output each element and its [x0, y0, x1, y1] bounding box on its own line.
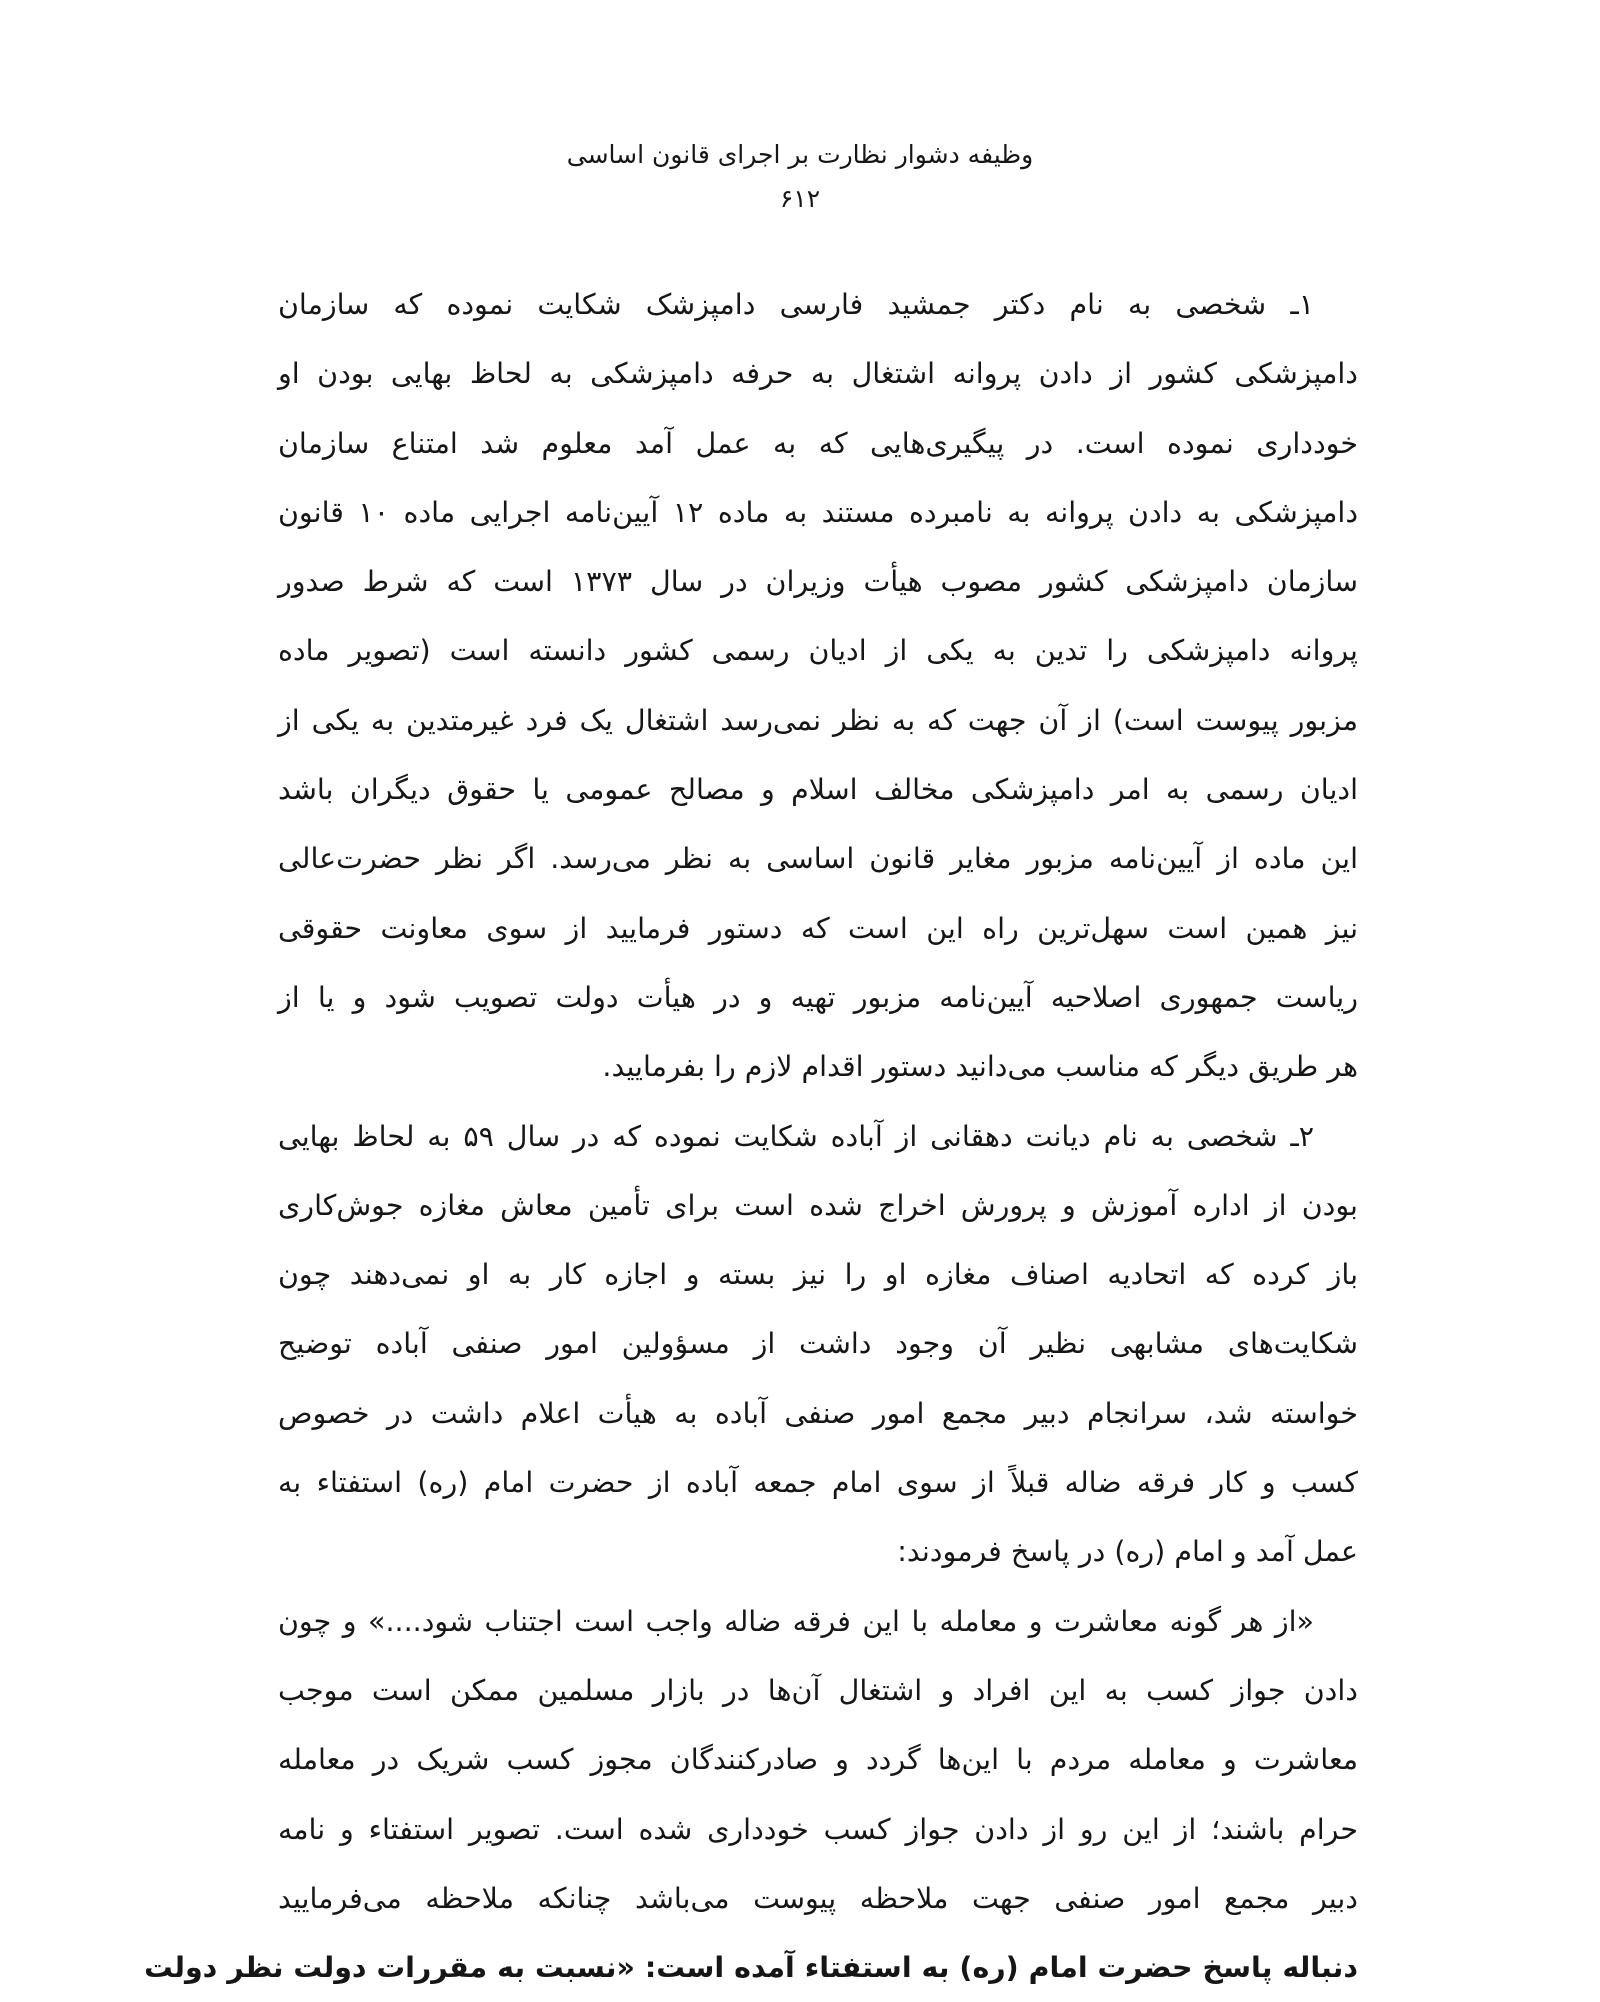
text-line: نیز همین است سهل‌ترین راه این است که دستور فرمایید از سوی معاونت حقوقی — [278, 911, 1358, 945]
text-line: معاشرت و معامله مردم با این‌ها گردد و صادرکنندگان مجوز کسب شریک در معامله — [278, 1743, 1358, 1777]
text-line: شکایت‌های مشابهی نظیر آن وجود داشت از مسؤولین امور صنفی آباده توضیح — [278, 1327, 1358, 1361]
text-line: باز کرده که اتحادیه اصناف مغازه او را نیز بسته و اجازه کار به او نمی‌دهند چون — [278, 1258, 1358, 1292]
text-line: مزبور پیوست است) از آن جهت که به نظر نمی‌رسد اشتغال یک فرد غیرمتدین به یکی از — [278, 703, 1358, 737]
text-line: دامپزشکی کشور از دادن پروانه اشتغال به حرفه دامپزشکی به لحاظ بهایی بودن او — [278, 357, 1358, 391]
text-line: دامپزشکی به دادن پروانه به نامبرده مستند به ماده ۱۲ آیین‌نامه اجرایی ماده ۱۰ قانون — [278, 495, 1359, 529]
paragraph-1 — [278, 270, 1358, 1102]
text-line: پروانه دامپزشکی را تدین به یکی از ادیان رسمی کشور دانسته است (تصویر ماده — [278, 634, 1358, 668]
body-text — [144, 270, 1359, 2002]
page-number: ۶۱۲ — [779, 184, 821, 213]
text-line: سازمان دامپزشکی کشور مصوب هیأت وزیران در سال ۱۳۷۳ است که شرط صدور — [278, 565, 1358, 599]
text-line: ۲ـ شخصی به نام دیانت دهقانی از آباده شکایت نموده که در سال ۵۹ به لحاظ بهایی — [278, 1119, 1314, 1153]
text-line: ادیان رسمی به امر دامپزشکی مخالف اسلام و مصالح عمومی یا حقوق دیگران باشد — [278, 773, 1358, 807]
text-line: ریاست جمهوری اصلاحیه آیین‌نامه مزبور تهیه و در هیأت دولت تصویب شود و یا از — [278, 980, 1358, 1014]
text-line: بودن از اداره آموزش و پرورش اخراج شده است برای تأمین معاش مغازه جوش‌کاری — [278, 1188, 1358, 1222]
text-line: خواسته شد، سرانجام دبیر مجمع امور صنفی آباده به هیأت اعلام داشت در خصوص — [278, 1396, 1358, 1430]
text-line: دبیر مجمع امور صنفی جهت ملاحظه پیوست می‌باشد چنانکه ملاحظه می‌فرمایید — [278, 1881, 1358, 1915]
text-line: کسب و کار فرقه ضاله قبلاً از سوی امام جمعه آباده از حضرت امام (ره) استفتاء به — [278, 1466, 1358, 1500]
text-line: ۱ـ شخصی به نام دکتر جمشید فارسی دامپزشک شکایت نموده که سازمان — [278, 288, 1314, 321]
text-line: حرام باشند؛ از این رو از دادن جواز کسب خودداری شده است. تصویر استفتاء و نامه — [278, 1812, 1358, 1846]
text-line: هر طریق دیگر که مناسب می‌دانید دستور اقدام لازم را بفرمایید. — [602, 1050, 1358, 1084]
running-title: وظیفه دشوار نظارت بر اجرای قانون اساسی — [566, 140, 1034, 169]
paragraph-3 — [144, 1587, 1358, 2002]
paragraph-2 — [278, 1102, 1358, 1587]
text-line: دنباله پاسخ حضرت امام (ره) به استفتاء آمده است: «نسبت به مقررات دولت نظر دولت — [144, 1951, 1358, 1985]
text-line: عمل آمد و امام (ره) در پاسخ فرمودند: — [897, 1535, 1358, 1569]
text-line: دادن جواز کسب به این افراد و اشتغال آن‌ها در بازار مسلمین ممکن است موجب — [278, 1673, 1358, 1707]
text-line: «از هر گونه معاشرت و معامله با این فرقه ضاله واجب است اجتناب شود....» و چون — [278, 1604, 1314, 1638]
text-line: خودداری نموده است. در پیگیری‌هایی که به عمل آمد معلوم شد امتناع سازمان — [278, 426, 1358, 460]
text-line: این ماده از آیین‌نامه مزبور مغایر قانون اساسی به نظر می‌رسد. اگر نظر حضرت‌عالی — [278, 842, 1358, 876]
